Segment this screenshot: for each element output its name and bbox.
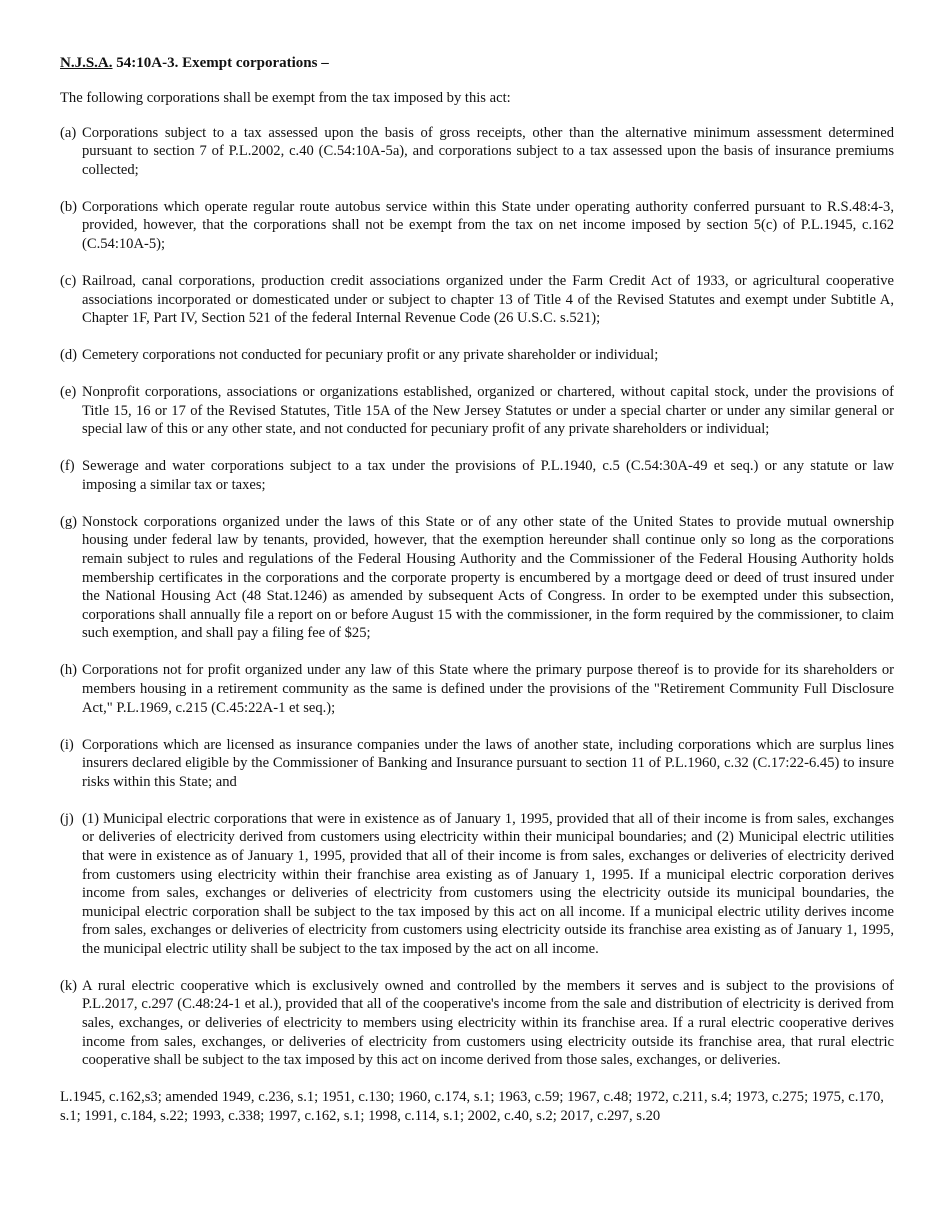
item-label: (j) <box>60 810 74 827</box>
exemption-item-g <box>60 513 894 643</box>
item-text: A rural electric cooperative which is exclusively owned and controlled by the members it serves and is subject to the provisions of P.L.2017, c.297 (C.48:24-1 et al.), provided that all of the cooperative's income from the sale and distribution of electricity is derived from sales, exchanges, or deliveries of electricity to members using electricity within its franchise area. If a rural electric cooperative derives income from sales, exchanges, or deliveries of electricity from customers using electricity outside its franchise area, that rural electric cooperative shall be subject to the tax imposed by this act on income derived from those sales, exchanges, or deliveries. <box>82 977 894 1069</box>
item-label: (i) <box>60 736 74 753</box>
intro-paragraph: The following corporations shall be exempt from the tax imposed by this act: <box>60 90 511 106</box>
statute-citation: N.J.S.A. <box>60 55 113 71</box>
item-text: Corporations which are licensed as insurance companies under the laws of another state, including corporations which are surplus lines insurers declared eligible by the Commissioner of Banking and Insurance pursuant to section 11 of P.L.1960, c.32 (C.17:22-6.45) to insure risks within this State; and <box>82 736 894 790</box>
item-label: (e) <box>60 384 77 401</box>
exemption-item-f <box>60 457 894 494</box>
exemption-item-k <box>60 977 894 1070</box>
exemption-item-c <box>60 272 894 328</box>
item-text: Nonstock corporations organized under the laws of this State or of any other state of the United States to provide mutual ownership housing under federal law by tenants, provided, however, that the exemption hereunder shall continue only so long as the corporations remain subject to rules and regulations of the Federal Housing Authority and the Commissioner of the Federal Housing Authority holds membership certificates in the corporations and the corporate property is encumbered by a mortgage deed or deed of trust insured under the National Housing Act (48 Stat.1246) as amended by subsequent Acts of Congress. In order to be exempted under this subsection, corporations shall annually file a report on or before August 15 with the commissioner, in the form required by the commissioner, to claim such exemption, and shall pay a filing fee of $25; <box>82 513 894 642</box>
item-text: Sewerage and water corporations subject to a tax under the provisions of P.L.1940, c.5 (C.54:30A-49 et seq.) or any statute or law imposing a similar tax or taxes; <box>82 458 894 493</box>
item-label: (k) <box>60 977 78 994</box>
item-text: Corporations which operate regular route autobus service within this State under operating authority conferred pursuant to R.S.48:4-3, provided, however, that the corporations shall not be exempt from the tax on net income imposed by section 5(c) of P.L.1945, c.162 (C.54:10A-5); <box>82 198 894 252</box>
item-text: (1) Municipal electric corporations that were in existence as of January 1, 1995, provided that all of their income is from sales, exchanges or deliveries of electricity derived from customers using electricity within their municipal boundaries; and (2) Municipal electric utilities that were in existence as of January 1, 1995, provided that all of their income is from sales, exchanges or deliveries of electricity derived from customers using electricity within their franchise area existing as of January 1, 1995. If a municipal electric corporation derives income from sales, exchanges or deliveries of electricity from customers using the electricity outside its municipal boundaries, the municipal electric corporation shall be subject to the tax imposed by this act on all income. If a municipal electric utility derives income from sales, exchanges or deliveries of electricity from customers using electricity outside its franchise area existing as of January 1, 1995, the municipal electric utility shall be subject to the tax imposed by the act on all income. <box>82 810 894 957</box>
exemption-list <box>60 124 894 1070</box>
item-label: (a) <box>60 124 77 141</box>
exemption-item-i <box>60 736 894 792</box>
exemption-item-b <box>60 198 894 254</box>
section-heading <box>60 53 894 73</box>
exemption-item-e <box>60 383 894 439</box>
exemption-item-d <box>60 346 894 365</box>
item-label: (f) <box>60 458 75 475</box>
exemption-item-a <box>60 124 894 180</box>
item-label: (d) <box>60 347 78 364</box>
item-text: Cemetery corporations not conducted for pecuniary profit or any private shareholder or individual; <box>82 347 659 364</box>
item-text: Corporations subject to a tax assessed upon the basis of gross receipts, other than the alternative minimum assessment determined pursuant to section 7 of P.L.2002, c.40 (C.54:10A-5a), and corporations subject to a tax assessed upon the basis of insurance premiums collected; <box>82 124 894 178</box>
item-label: (h) <box>60 662 78 679</box>
exemption-item-h <box>60 661 894 717</box>
item-text: Railroad, canal corporations, production credit associations organized under the Farm Credit Act of 1933, or agricultural cooperative associations incorporated or domesticated under or subject to chapter 13 of Title 4 of the Revised Statutes and exempt under Subtitle A, Chapter 1F, Part IV, Section 521 of the federal Internal Revenue Code (26 U.S.C. s.521); <box>82 272 894 327</box>
document-page <box>60 53 894 1140</box>
item-text: Nonprofit corporations, associations or organizations established, organized or chartered, without capital stock, under the provisions of Title 15, 16 or 17 of the Revised Statutes, Title 15A of the New Jersey Statutes or under a special charter or under any similar general or special law of this or any other state, and not conducted for pecuniary profit of any private shareholders or individual; <box>82 384 894 438</box>
section-title: 54:10A-3. Exempt corporations – <box>116 55 329 71</box>
item-text: Corporations not for profit organized under any law of this State where the primary purpose thereof is to provide for its shareholders or members housing in a retirement community as the same is defined under the provisions of the "Retirement Community Full Disclosure Act," P.L.1969, c.215 (C.45:22A-1 et seq.); <box>82 662 894 716</box>
item-label: (c) <box>60 272 77 289</box>
item-label: (g) <box>60 513 78 530</box>
item-label: (b) <box>60 198 78 215</box>
legislative-history: L.1945, c.162,s3; amended 1949, c.236, s.1; 1951, c.130; 1960, c.174, s.1; 1963, c.59; 1967, c.48; 1972, c.211, s.4; 1973, c.275; 1975, c.170, s.1; 1991, c.184, s.22; 1993, c.338; 1997, c.162, s.1; 1998, c.114, s.1; 2002, c.40, s.2; 2017, c.297, s.20 <box>60 1089 884 1124</box>
exemption-item-j <box>60 810 894 959</box>
